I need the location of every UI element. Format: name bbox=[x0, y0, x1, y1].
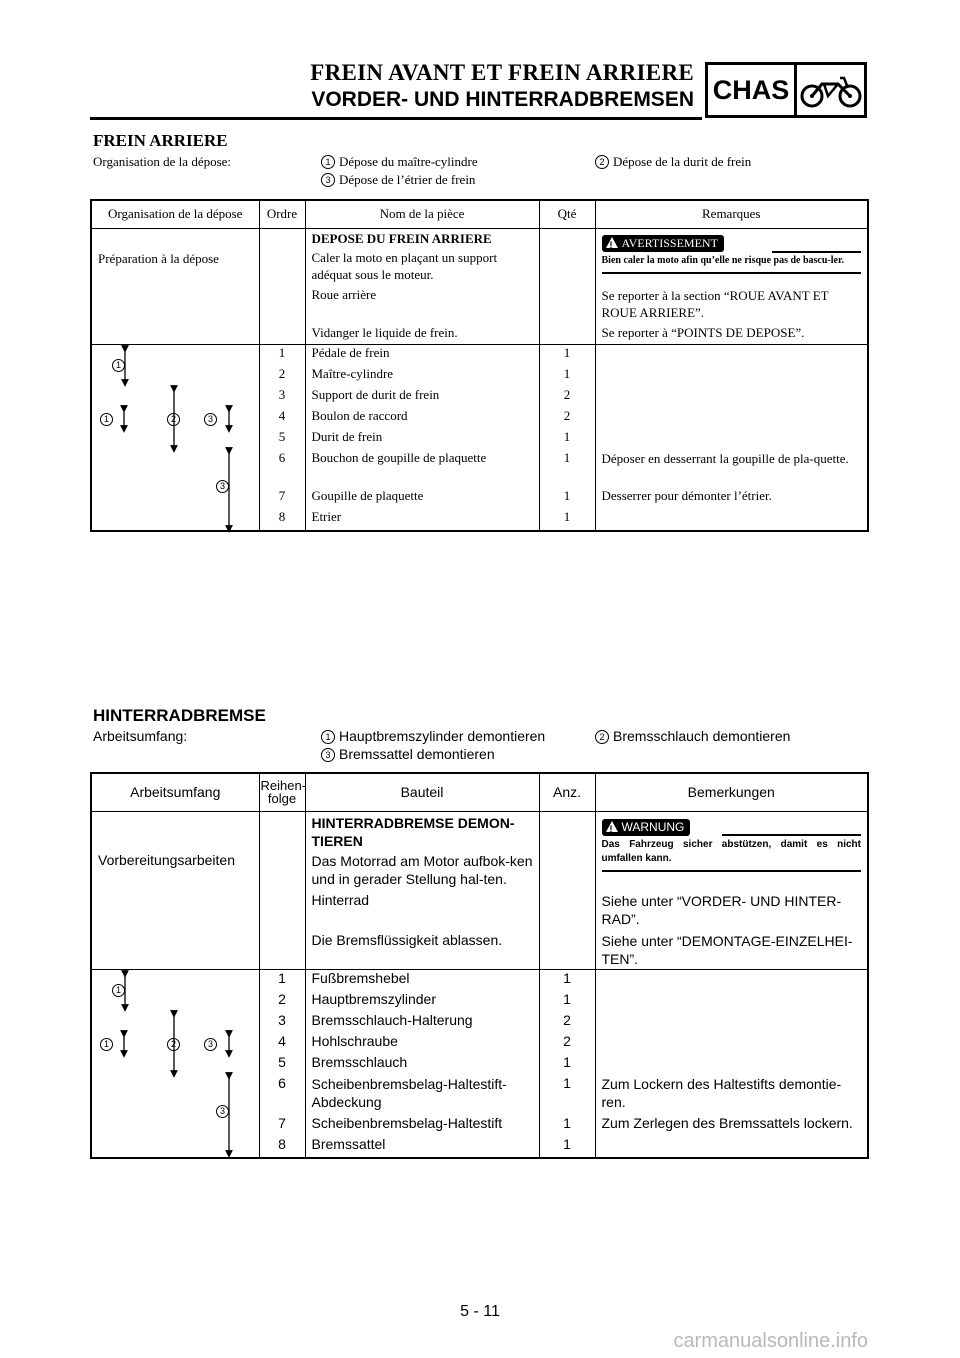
row-remark bbox=[595, 408, 868, 429]
step-1-fr bbox=[321, 154, 478, 170]
watermark: carmanualsonline.info bbox=[673, 1330, 868, 1352]
row-remark bbox=[595, 1033, 868, 1054]
column-header: Qté bbox=[539, 200, 595, 228]
warning-box bbox=[595, 228, 868, 283]
warning-icon bbox=[606, 821, 618, 832]
row-qty: 1 bbox=[539, 429, 595, 450]
row-part-name: Durit de frein bbox=[305, 429, 539, 450]
column-header: Bauteil bbox=[305, 773, 539, 811]
warning-badge bbox=[602, 235, 724, 252]
row-qty: 1 bbox=[539, 991, 595, 1012]
parts-table-fr bbox=[90, 199, 869, 532]
row-part-name: Scheibenbremsbelag-Haltestift bbox=[305, 1115, 539, 1136]
table-row bbox=[91, 228, 868, 283]
column-header: Reihen-folge bbox=[259, 773, 305, 811]
step-number: 3 bbox=[216, 1105, 229, 1118]
step-text: Hauptbremszylinder demontieren bbox=[339, 728, 546, 744]
row-part-name: Boulon de raccord bbox=[305, 408, 539, 429]
sequence-arrows bbox=[92, 970, 260, 1160]
row-qty: 1 bbox=[539, 488, 595, 509]
table-row bbox=[91, 888, 868, 930]
row-remark: Zum Lockern des Haltestifts demontie-ren. bbox=[595, 1075, 868, 1115]
step-number: 3 bbox=[204, 413, 217, 426]
row-order: 7 bbox=[259, 488, 305, 509]
row-qty: 2 bbox=[539, 1033, 595, 1054]
row-order: 7 bbox=[259, 1115, 305, 1136]
table-header-row bbox=[91, 200, 868, 228]
step-2-de bbox=[595, 728, 790, 744]
step-number: 1 bbox=[100, 413, 113, 426]
title-underline bbox=[90, 117, 702, 120]
row-remark: Zum Zerlegen des Bremssattels lockern. bbox=[595, 1115, 868, 1136]
row-remark: Desserrer pour démonter l’étrier. bbox=[595, 488, 868, 509]
prep-steps bbox=[305, 811, 539, 888]
step-1-de bbox=[321, 728, 545, 744]
prep-step-3-remark: Siehe unter “DEMONTAGE-EINZELHEI-TEN”. bbox=[595, 930, 868, 970]
page-title-de: VORDER- UND HINTERRADBREMSEN bbox=[311, 88, 694, 111]
row-order: 4 bbox=[259, 1033, 305, 1054]
column-header: Bemerkungen bbox=[595, 773, 868, 811]
step-number: 2 bbox=[167, 413, 180, 426]
step-text: Dépose de la durit de frein bbox=[613, 154, 752, 169]
prep-step-3: Vidanger le liquide de frein. bbox=[305, 323, 539, 345]
row-qty: 1 bbox=[539, 1075, 595, 1115]
warning-rule-bottom bbox=[602, 272, 862, 274]
prep-step-1: Das Motorrad am Motor aufbok-ken und in gerader Stellung hal-ten. bbox=[311, 852, 533, 887]
step-number: 3 bbox=[321, 748, 335, 762]
row-part-name: Bremsschlauch-Halterung bbox=[305, 1012, 539, 1033]
row-order: 2 bbox=[259, 991, 305, 1012]
row-remark bbox=[595, 387, 868, 408]
row-qty: 1 bbox=[539, 509, 595, 531]
warning-label: WARNUNG bbox=[621, 819, 685, 834]
row-remark bbox=[595, 1136, 868, 1158]
row-order: 5 bbox=[259, 1054, 305, 1075]
prep-steps bbox=[305, 228, 539, 283]
row-part-name: Goupille de plaquette bbox=[305, 488, 539, 509]
prep-step-3-remark: Se reporter à “POINTS DE DEPOSE”. bbox=[595, 323, 868, 345]
table-header-row bbox=[91, 773, 868, 811]
motorcycle-icon bbox=[797, 65, 864, 115]
warning-icon bbox=[606, 237, 618, 248]
row-part-name: Etrier bbox=[305, 509, 539, 531]
warning-badge bbox=[602, 819, 691, 836]
page-title-fr: FREIN AVANT ET FREIN ARRIERE bbox=[310, 60, 694, 85]
prep-step-2-remark: Se reporter à la section “ROUE AVANT ET ROUE ARRIERE”. bbox=[595, 283, 868, 323]
warning-text: Das Fahrzeug sicher abstützen, damit es nicht umfallen kann. bbox=[601, 838, 861, 864]
step-3-fr bbox=[321, 172, 475, 188]
row-qty: 1 bbox=[539, 970, 595, 991]
column-header: Organisation de la dépose bbox=[91, 200, 259, 228]
row-qty: 2 bbox=[539, 387, 595, 408]
step-number: 2 bbox=[167, 1038, 180, 1051]
row-order: 5 bbox=[259, 429, 305, 450]
row-part-name: Support de durit de frein bbox=[305, 387, 539, 408]
table-row bbox=[91, 283, 868, 323]
step-text: Bremsschlauch demontieren bbox=[613, 728, 791, 744]
row-remark bbox=[595, 1054, 868, 1075]
row-remark bbox=[595, 970, 868, 991]
row-qty: 1 bbox=[539, 450, 595, 488]
row-part-name: Hohlschraube bbox=[305, 1033, 539, 1054]
table-row bbox=[91, 930, 868, 970]
row-remark bbox=[595, 429, 868, 450]
row-qty: 1 bbox=[539, 345, 595, 366]
parts-table-de bbox=[90, 772, 869, 1159]
row-order: 1 bbox=[259, 970, 305, 991]
prep-step-2-remark: Siehe unter “VORDER- UND HINTER-RAD”. bbox=[595, 888, 868, 930]
row-remark bbox=[595, 509, 868, 531]
org-label-de: Arbeitsumfang: bbox=[93, 728, 188, 744]
row-remark bbox=[595, 1012, 868, 1033]
row-qty: 1 bbox=[539, 1054, 595, 1075]
section-badge-label: CHAS bbox=[708, 65, 797, 115]
warning-rule bbox=[772, 251, 862, 253]
row-qty: 2 bbox=[539, 1012, 595, 1033]
table-row bbox=[91, 323, 868, 345]
row-qty: 1 bbox=[539, 1115, 595, 1136]
warning-label: AVERTISSEMENT bbox=[621, 235, 718, 250]
sequence-diagram bbox=[91, 345, 259, 531]
row-order: 8 bbox=[259, 509, 305, 531]
page-number: 5 - 11 bbox=[460, 1303, 500, 1320]
row-part-name: Bouchon de goupille de plaquette bbox=[305, 450, 539, 488]
table-row bbox=[91, 811, 868, 888]
step-3-de bbox=[321, 746, 495, 762]
table-row bbox=[91, 970, 868, 991]
prep-title: HINTERRADBREMSE DEMON-TIEREN bbox=[311, 814, 515, 849]
step-number: 3 bbox=[204, 1038, 217, 1051]
step-number: 1 bbox=[321, 155, 335, 169]
prep-step-3: Die Bremsflüssigkeit ablassen. bbox=[305, 930, 539, 970]
row-part-name: Fußbremshebel bbox=[305, 970, 539, 991]
step-2-fr bbox=[595, 154, 751, 170]
row-part-name: Bremssattel bbox=[305, 1136, 539, 1158]
section-heading-de: HINTERRADBREMSE bbox=[93, 706, 266, 725]
step-text: Dépose du maître-cylindre bbox=[339, 154, 478, 169]
row-order: 3 bbox=[259, 1012, 305, 1033]
row-remark: Déposer en desserrant la goupille de pla-quette. bbox=[595, 450, 868, 488]
prep-step-1: Caler la moto en plaçant un support adéquat sous le moteur. bbox=[311, 249, 498, 282]
warning-rule bbox=[722, 834, 862, 836]
row-remark bbox=[595, 991, 868, 1012]
warning-rule-bottom bbox=[602, 870, 862, 872]
column-header: Ordre bbox=[259, 200, 305, 228]
table-row bbox=[91, 345, 868, 366]
step-number: 3 bbox=[321, 173, 335, 187]
row-order: 6 bbox=[259, 1075, 305, 1115]
prep-title: DEPOSE DU FREIN ARRIERE bbox=[311, 230, 492, 246]
row-qty: 2 bbox=[539, 408, 595, 429]
step-text: Dépose de l’étrier de frein bbox=[339, 172, 476, 187]
row-remark bbox=[595, 366, 868, 387]
column-header: Remarques bbox=[595, 200, 868, 228]
row-part-name: Hauptbremszylinder bbox=[305, 991, 539, 1012]
row-order: 3 bbox=[259, 387, 305, 408]
step-number: 1 bbox=[112, 359, 125, 372]
section-heading-fr: FREIN ARRIERE bbox=[93, 131, 228, 150]
step-number: 1 bbox=[100, 1038, 113, 1051]
step-number: 1 bbox=[112, 984, 125, 997]
row-qty: 1 bbox=[539, 1136, 595, 1158]
row-part-name: Pédale de frein bbox=[305, 345, 539, 366]
prep-step-2: Roue arrière bbox=[305, 283, 539, 323]
step-number: 2 bbox=[595, 155, 609, 169]
sequence-diagram bbox=[91, 970, 259, 1158]
row-order: 4 bbox=[259, 408, 305, 429]
prep-step-2: Hinterrad bbox=[305, 888, 539, 930]
column-header: Nom de la pièce bbox=[305, 200, 539, 228]
warning-text: Bien caler la moto afin qu’elle ne risque pas de bascu-ler. bbox=[601, 254, 844, 266]
prep-label: Vorbereitungsarbeiten bbox=[98, 851, 235, 868]
row-order: 6 bbox=[259, 450, 305, 488]
row-order: 2 bbox=[259, 366, 305, 387]
row-order: 1 bbox=[259, 345, 305, 366]
section-badge bbox=[705, 62, 867, 118]
warning-box bbox=[595, 811, 868, 888]
prep-label: Préparation à la dépose bbox=[98, 250, 219, 266]
sequence-arrows bbox=[92, 345, 260, 535]
row-part-name: Scheibenbremsbelag-Haltestift-Abdeckung bbox=[305, 1075, 539, 1115]
row-qty: 1 bbox=[539, 366, 595, 387]
row-order: 8 bbox=[259, 1136, 305, 1158]
step-text: Bremssattel demontieren bbox=[339, 746, 495, 762]
org-label-fr: Organisation de la dépose: bbox=[93, 154, 232, 169]
row-part-name: Bremsschlauch bbox=[305, 1054, 539, 1075]
row-part-name: Maître-cylindre bbox=[305, 366, 539, 387]
step-number: 1 bbox=[321, 730, 335, 744]
column-header: Arbeitsumfang bbox=[91, 773, 259, 811]
step-number: 2 bbox=[595, 730, 609, 744]
step-number: 3 bbox=[216, 480, 229, 493]
column-header: Anz. bbox=[539, 773, 595, 811]
row-remark bbox=[595, 345, 868, 366]
